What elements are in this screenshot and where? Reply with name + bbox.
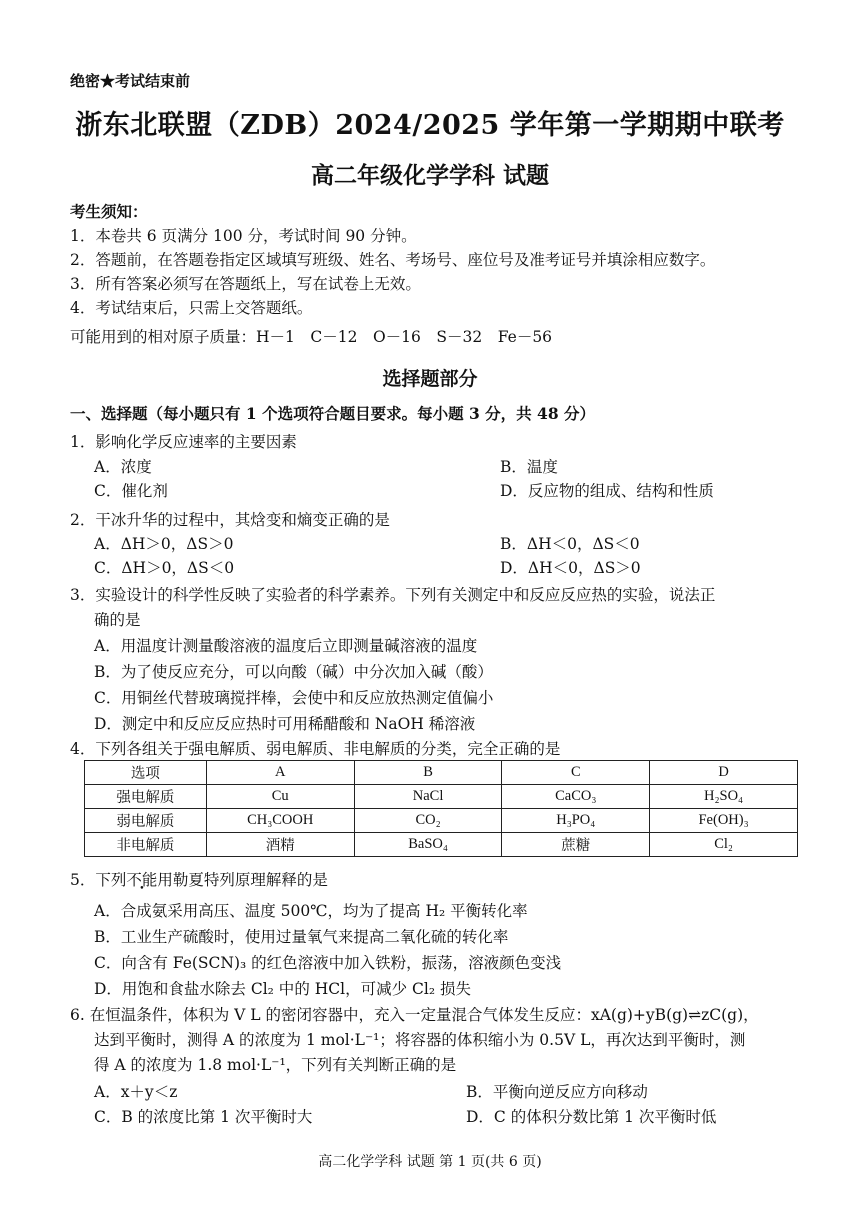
q3-option-d: D．测定中和反应反应热时可用稀醋酸和 NaOH 稀溶液 — [94, 715, 476, 733]
q2-option-a: A．ΔH＞0，ΔS＞0 — [94, 535, 234, 553]
question-3-stem: 3．实验设计的科学性反映了实验者的科学素养。下列有关测定中和反应反应热的实验，说法正 — [70, 586, 716, 604]
q6-option-a: A．x＋y＜z — [94, 1083, 178, 1101]
table-cell: 酒精 — [206, 833, 354, 857]
page-footer: 高二化学学科 试题 第 1 页(共 6 页) — [318, 1154, 542, 1170]
table-cell: D — [650, 761, 798, 785]
table-cell: C — [502, 761, 650, 785]
q1-option-d: D．反应物的组成、结构和性质 — [500, 482, 714, 500]
table-cell: Fe(OH)₃ — [650, 809, 798, 833]
table-cell: 强电解质 — [85, 785, 207, 809]
table-header-row — [85, 761, 798, 785]
exam-title: 浙东北联盟（ZDB）2024/2025 学年第一学期期中联考 — [75, 110, 785, 141]
question-3-stem-cont: 确的是 — [94, 611, 141, 629]
question-6-stem-cont: 得 A 的浓度为 1.8 mol·L⁻¹，下列有关判断正确的是 — [94, 1056, 457, 1074]
table-row — [85, 785, 798, 809]
q1-option-a: A．浓度 — [94, 458, 152, 476]
q1-option-c: C．催化剂 — [94, 482, 168, 500]
table-cell: B — [354, 761, 502, 785]
q5-option-a: A．合成氨采用高压、温度 500℃，均为了提高 H₂ 平衡转化率 — [94, 902, 528, 920]
q6-option-c: C．B 的浓度比第 1 次平衡时大 — [94, 1108, 313, 1126]
atomic-masses: 可能用到的相对原子质量：H－1 C－12 O－16 S－32 Fe－56 — [70, 328, 553, 346]
exam-subtitle: 高二年级化学学科 试题 — [310, 162, 549, 189]
table-cell: 蔗糖 — [502, 833, 650, 857]
q2-option-b: B．ΔH＜0，ΔS＜0 — [500, 535, 640, 553]
q5-stem-pre: 5．下列 — [70, 871, 127, 889]
table-cell: Cu — [206, 785, 354, 809]
part-heading: 一、选择题（每小题只有 1 个选项符合题目要求。每小题 3 分，共 48 分） — [70, 404, 596, 423]
table-row — [85, 809, 798, 833]
q5-option-d: D．用饱和食盐水除去 Cl₂ 中的 HCl，可减少 Cl₂ 损失 — [94, 980, 471, 998]
table-cell: CaCO₃ — [502, 785, 650, 809]
table-cell: 选项 — [85, 761, 207, 785]
question-5-stem — [70, 868, 328, 892]
notice-item: 3．所有答案必须写在答题纸上，写在试卷上无效。 — [70, 275, 421, 293]
table-cell: H₃PO₄ — [502, 809, 650, 833]
q1-option-b: B．温度 — [500, 458, 558, 476]
q3-option-b: B．为了使反应充分，可以向酸（碱）中分次加入碱（酸） — [94, 663, 493, 681]
notice-heading: 考生须知： — [70, 202, 148, 221]
q3-option-c: C．用铜丝代替玻璃搅拌棒，会使中和反应放热测定值偏小 — [94, 689, 494, 707]
question-6-stem: 6. 在恒温条件，体积为 V L 的密闭容器中，充入一定量混合气体发生反应：xA(g)+yB(g)⇌zC(g)， — [70, 1006, 759, 1024]
electrolyte-table — [84, 760, 798, 857]
q5-emphasis: 不能 — [126, 871, 158, 889]
q2-option-c: C．ΔH＞0，ΔS＜0 — [94, 559, 235, 577]
secret-label: 绝密★考试结束前 — [70, 72, 191, 90]
question-2-stem: 2．干冰升华的过程中，其焓变和熵变正确的是 — [70, 511, 390, 529]
table-cell: NaCl — [354, 785, 502, 809]
table-cell: BaSO₄ — [354, 833, 502, 857]
notice-item: 4．考试结束后，只需上交答题纸。 — [70, 299, 313, 317]
q5-option-b: B．工业生产硫酸时，使用过量氧气来提高二氧化硫的转化率 — [94, 928, 509, 946]
question-6-stem-cont: 达到平衡时，测得 A 的浓度为 1 mol·L⁻¹；将容器的体积缩小为 0.5V L，再次达到平衡时，测 — [94, 1031, 746, 1049]
q6-option-d: D．C 的体积分数比第 1 次平衡时低 — [466, 1108, 717, 1126]
table-row — [85, 833, 798, 857]
table-cell: CO₂ — [354, 809, 502, 833]
section-title: 选择题部分 — [382, 368, 478, 390]
q5-stem-post: 用勒夏特列原理解释的是 — [157, 871, 328, 889]
table-cell: Cl₂ — [650, 833, 798, 857]
table-cell: A — [206, 761, 354, 785]
question-1-stem: 1．影响化学反应速率的主要因素 — [70, 433, 297, 451]
question-4-stem: 4．下列各组关于强电解质、弱电解质、非电解质的分类，完全正确的是 — [70, 740, 561, 758]
table-cell: 弱电解质 — [85, 809, 207, 833]
q6-option-b: B．平衡向逆反应方向移动 — [466, 1083, 648, 1101]
notice-item: 2．答题前，在答题卷指定区域填写班级、姓名、考场号、座位号及准考证号并填涂相应数字。 — [70, 251, 716, 269]
q2-option-d: D．ΔH＜0，ΔS＞0 — [500, 559, 641, 577]
table-cell: H₂SO₄ — [650, 785, 798, 809]
q3-option-a: A．用温度计测量酸溶液的温度后立即测量碱溶液的温度 — [94, 637, 478, 655]
table-cell: 非电解质 — [85, 833, 207, 857]
notice-item: 1．本卷共 6 页满分 100 分，考试时间 90 分钟。 — [70, 227, 417, 245]
table-cell: CH₃COOH — [206, 809, 354, 833]
q5-option-c: C．向含有 Fe(SCN)₃ 的红色溶液中加入铁粉，振荡，溶液颜色变浅 — [94, 954, 562, 972]
